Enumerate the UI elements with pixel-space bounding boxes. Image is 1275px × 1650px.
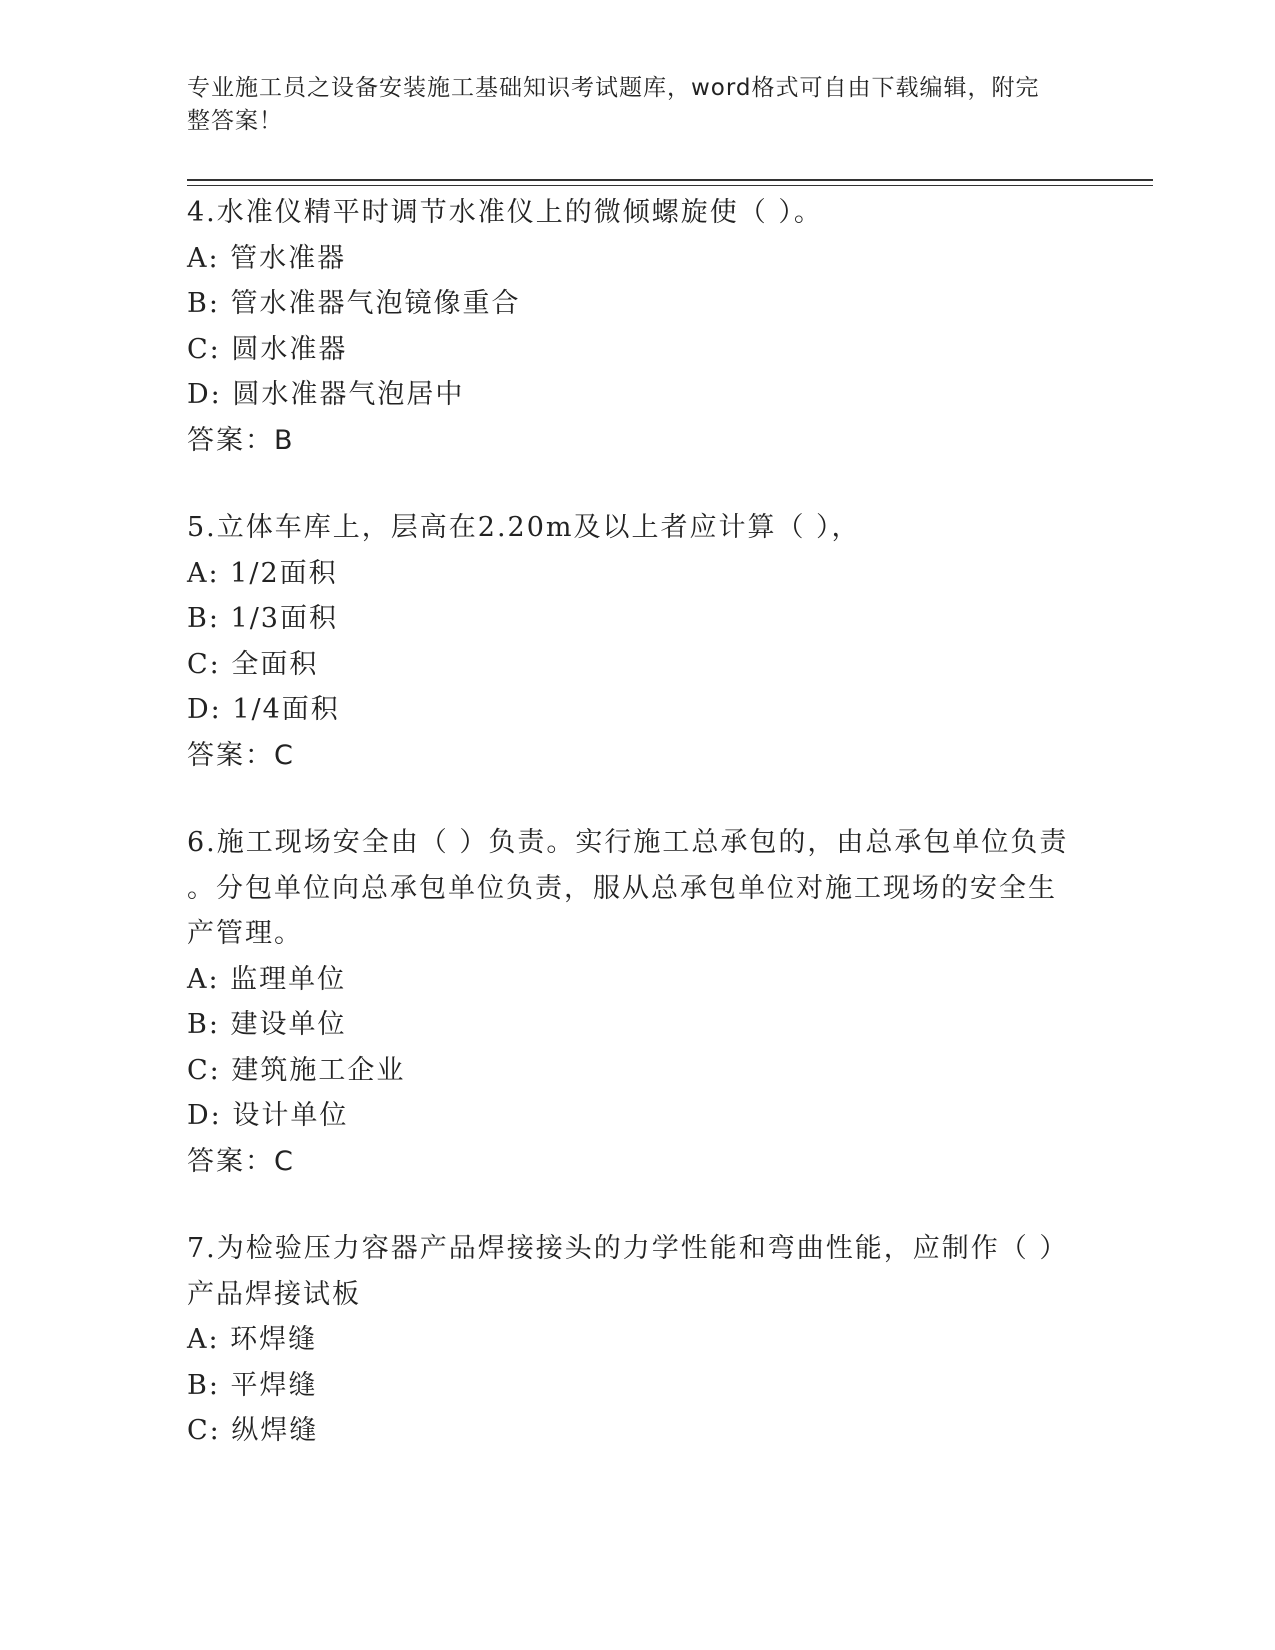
document-header	[187, 72, 1067, 138]
answer-option: C: 全面积	[187, 648, 319, 680]
question-stem: 产管理。	[187, 918, 303, 949]
question-stem: 产品焊接试板	[187, 1278, 361, 1310]
answer-option: C: 纵焊缝	[187, 1415, 319, 1446]
answer-option: B: 1/3面积	[187, 603, 338, 634]
question-stem: 5.立体车库上，层高在2.20m及以上者应计算（ ），	[187, 512, 861, 543]
answer-key: 答案：C	[187, 739, 295, 771]
answer-option: C: 建筑施工企业	[187, 1054, 406, 1086]
question-block	[187, 190, 1087, 463]
answer-option: C: 圆水准器	[187, 333, 348, 365]
answer-option: D: 圆水准器气泡居中	[187, 379, 465, 410]
header-divider-thick	[187, 179, 1153, 181]
answer-option: A: 监理单位	[187, 963, 347, 995]
answer-option: D: 1/4面积	[187, 694, 340, 725]
answer-option: D: 设计单位	[187, 1100, 349, 1131]
header-title-line-1: 专业施工员之设备安装施工基础知识考试题库，word格式可自由下载编辑，附完	[187, 75, 1040, 101]
question-stem: 7.为检验压力容器产品焊接接头的力学性能和弯曲性能，应制作（ ）	[187, 1233, 1069, 1264]
answer-option: A: 环焊缝	[187, 1324, 318, 1355]
question-block	[187, 1226, 1087, 1454]
answer-option: B: 建设单位	[187, 1009, 347, 1040]
header-title-line-2: 整答案！	[187, 108, 283, 134]
answer-option: A: 1/2面积	[187, 557, 338, 589]
question-block	[187, 505, 1087, 778]
question-stem: 。分包单位向总承包单位负责，服从总承包单位对施工现场的安全生	[187, 872, 1057, 904]
question-stem: 4.水准仪精平时调节水准仪上的微倾螺旋使（ ）。	[187, 197, 823, 228]
answer-key: 答案：B	[187, 424, 295, 456]
answer-option: B: 管水准器气泡镜像重合	[187, 288, 521, 319]
question-list	[187, 190, 1087, 1496]
question-stem: 6.施工现场安全由（ ）负责。实行施工总承包的，由总承包单位负责	[187, 827, 1069, 858]
answer-key: 答案：C	[187, 1145, 295, 1177]
answer-option: A: 管水准器	[187, 242, 347, 274]
question-block	[187, 820, 1087, 1184]
answer-option: B: 平焊缝	[187, 1369, 318, 1401]
header-divider-thin	[187, 185, 1153, 186]
